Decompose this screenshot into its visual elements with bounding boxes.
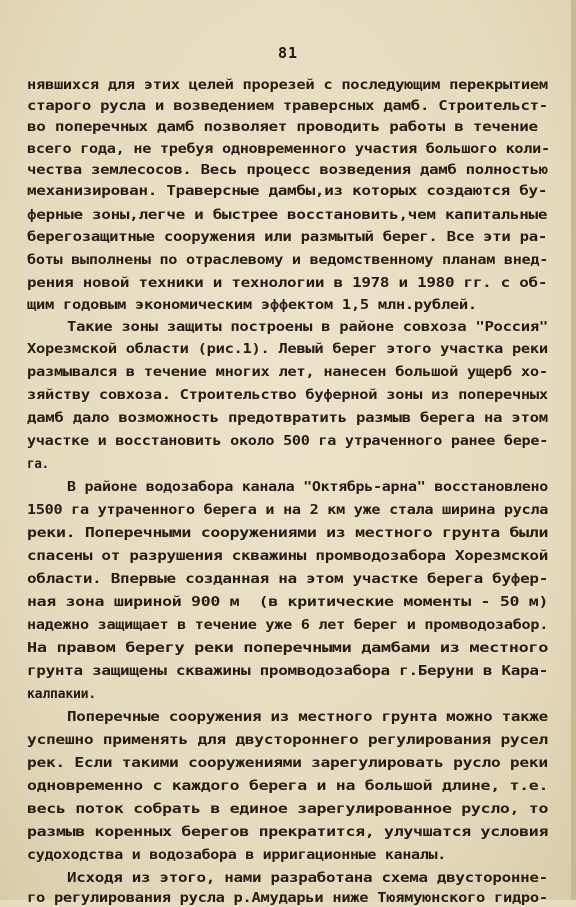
text-line: рения новой техники и технологии в 1978 и 1980 гг. с об- [27,275,548,291]
text-line: области. Впервые созданная на этом участке берега буфер- [27,571,549,587]
text-line: всего года, не требуя одновременного участия большого коли- [27,141,550,157]
text-line: весь поток собрать в единое зарегулированное русло, то [27,801,549,817]
text-line: размывался в течение многих лет, нанесен большой ущерб хо- [27,364,548,380]
text-line: успешно применять для двустороннего регулирования русел [27,732,548,748]
text-line: Исходя из этого, нами разработана схема двусторонне- [67,870,548,886]
text-line: На правом берегу реки поперечными дамбами из местного [27,640,549,656]
text-line: старого русла и возведением траверсных дамб. Строительст- [27,98,548,114]
text-line: Поперечные сооружения из местного грунта можно также [67,709,548,725]
text-line: калпакии. [27,686,96,702]
text-line: размыв коренных берегов прекратится, улучшатся условия [27,824,549,840]
text-line: 1500 га утраченного берега и на 2 км уже стала ширина русла [27,502,549,518]
text-line: ная зона шириной 900 м (в критические моменты - 50 м) [27,594,549,610]
text-line: грунта защищены скважины промводозабора г.Беруни в Кара- [27,663,549,679]
text-line: участке и восстановить около 500 га утраченного ранее бере- [27,433,549,449]
text-line: В районе водозабора канала "Октябрь-арна" восстановлено [67,479,548,495]
text-line: га. [27,456,50,472]
page-number: 81 [277,44,299,62]
text-line: во поперечных дамб позволяет проводить работы в течение [27,119,538,135]
text-line: дамб дало возможность предотвратить размыв берега на этом [27,410,548,426]
text-line: боты выполнены по отраслевому и ведомственному планам внед- [27,252,549,268]
text-line: спасены от разрушения скважины промводозабора Хорезмской [27,548,549,564]
text-line: Такие зоны защиты построены в районе совхоза "Россия" [67,319,548,335]
text-line: реки. Поперечными сооружениями из местного грунта были [27,525,549,541]
text-line: Хорезмской области (рис.1). Левый берег этого участка реки [27,341,548,357]
text-line: щим годовым экономическим эффектом 1,5 млн.рублей. [27,297,477,313]
text-line: надежно защищает в течение уже 6 лет берег и промводозабор. [27,617,549,633]
text-line: ферные зоны,легче и быстрее восстановить,чем капитальные [27,207,548,223]
text-line: зяйству совхоза. Строительство буферной зоны из поперечных [27,387,548,403]
text-line: одновременно с каждого берега и на большой длине, т.е. [27,778,549,794]
text-line: рек. Если такими сооружениями зарегулировать русло реки [27,755,548,771]
text-line: нявшихся для этих целей прорезей с последующим перекрытием [27,77,548,93]
text-line: судоходства и водозабора в ирригационные каналы. [27,847,446,863]
text-line: го регулирования русла р.Амударьи ниже Тюямуюнского гидро- [27,890,548,906]
text-line: берегозащитные сооружения или размытый берег. Все эти ра- [27,229,547,245]
text-line: чества землесосов. Весь процесс возведения дамб полностью [27,162,548,178]
text-line: механизирован. Траверсные дамбы,из которых создаются бу- [27,183,548,199]
